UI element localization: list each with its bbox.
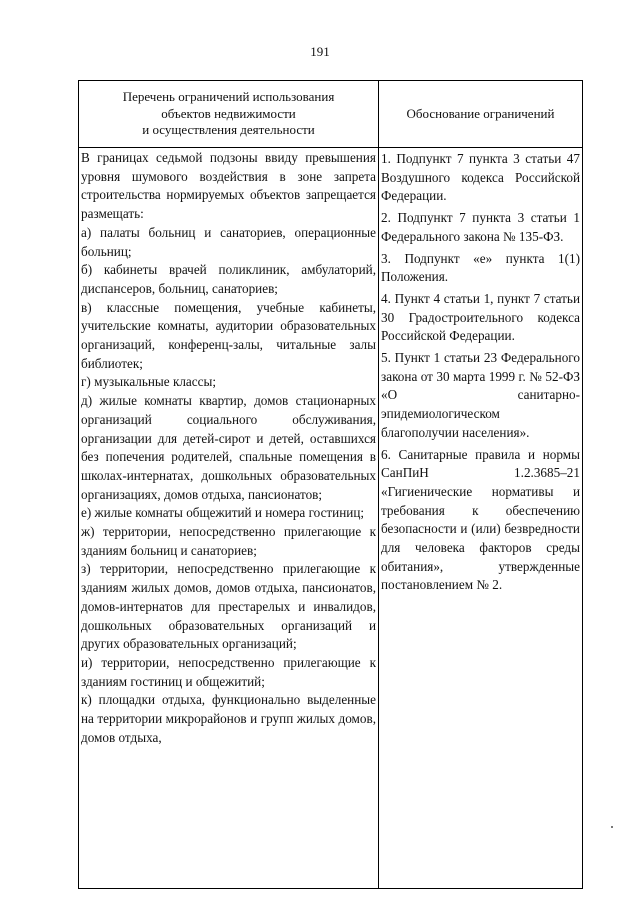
restriction-item: к) площадки отдыха, функционально выделенные на территории микрорайонов и групп жилых домов, домов отдыха, [81, 692, 376, 745]
header-left-line: Перечень ограничений использования [122, 89, 335, 105]
table-header-row [79, 81, 583, 148]
justification-item: 6. Санитарные правила и нормы СанПиН 1.2.3685–21 «Гигиенические нормативы и требования к обеспечению безопасности и (или) безвредности для человека факторов среды обитания», утвержденные постановлением № 2. [381, 446, 580, 593]
restrictions-table [78, 80, 583, 889]
restriction-item: в) классные помещения, учебные кабинеты, учительские комнаты, аудитории образовательных организаций, конференц-залы, читальные залы библиотек; [81, 299, 376, 371]
justification-item: 4. Пункт 4 статьи 1, пункт 7 статьи 30 Градостроительного кодекса Российской Федерации. [381, 290, 580, 344]
justification-item: 3. Подпункт «е» пункта 1(1) Положения. [381, 250, 580, 285]
restriction-item: д) жилые комнаты квартир, домов стационарных организаций социального обслуживания, организации для детей-сирот и детей, оставшихся без попечения родителей, спальные помещения в школах-интернатах, дошкольных образовательных организациях, домов отдыха, пансионатов; [81, 393, 376, 502]
restriction-item: г) музыкальные классы; [81, 374, 217, 390]
header-justification: Обоснование ограничений [379, 81, 583, 148]
justification-item: 2. Подпункт 7 пункта 3 статьи 1 Федерального закона № 135-ФЗ. [381, 210, 580, 244]
restriction-item: б) кабинеты врачей поликлиник, амбулаторий, диспансеров, больниц, санаториев; [81, 262, 376, 296]
restriction-item: з) территории, непосредственно прилегающие к зданиям жилых домов, домов отдыха, пансионатов, домов-интернатов для престарелых и инвалидов, дошкольных образовательных организаций и других образовательных организаций; [81, 561, 376, 652]
justification-item: 5. Пункт 1 статьи 23 Федерального закона от 30 марта 1999 г. № 52-ФЗ «О санитарно-эпидемиологическом благополучии населения». [381, 350, 580, 440]
restriction-item: е) жилые комнаты общежитий и номера гостиниц; [81, 505, 365, 521]
restrictions-cell [79, 148, 379, 889]
header-restrictions-list [79, 81, 379, 148]
header-left-line: и осуществления деятельности [142, 122, 315, 138]
scan-speck [611, 826, 613, 828]
table-body-row [79, 148, 583, 889]
justification-item: 1. Подпункт 7 пункта 3 статьи 47 Воздушного кодекса Российской Федерации. [381, 151, 580, 204]
justification-cell [379, 148, 583, 889]
header-left-line: объектов недвижимости [161, 105, 296, 121]
restriction-item: и) территории, непосредственно прилегающие к зданиям гостиниц и общежитий; [81, 654, 376, 689]
restriction-item: ж) территории, непосредственно прилегающие к зданиям больниц и санаториев; [81, 524, 376, 558]
restriction-item: а) палаты больниц и санаториев, операционные больниц; [81, 224, 376, 259]
page-number: 191 [310, 44, 330, 59]
restriction-intro: В границах седьмой подзоны ввиду превышения уровня шумового воздействия в зоне запрета строительства нормируемых объектов запрещается размещать: [81, 150, 376, 222]
